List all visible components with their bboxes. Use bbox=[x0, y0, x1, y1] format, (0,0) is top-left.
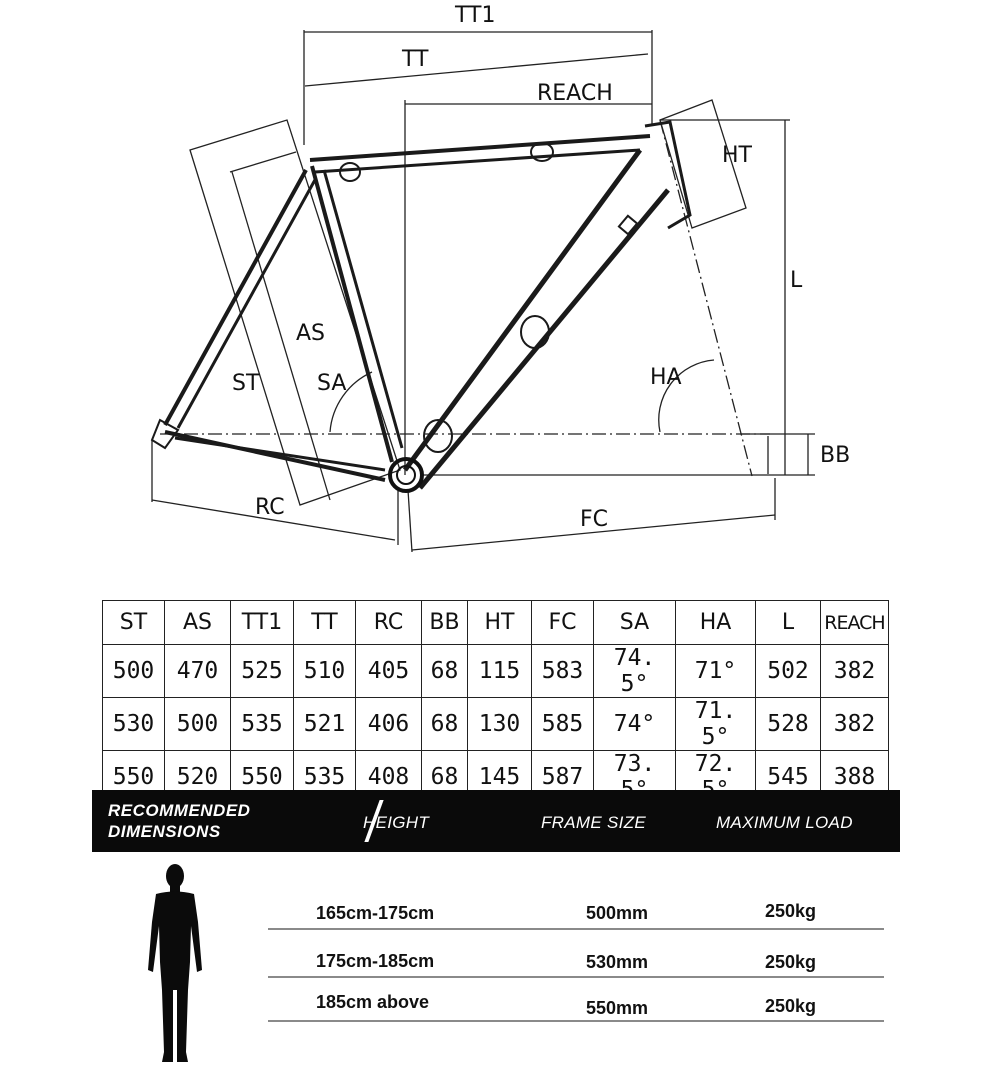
header-bb: BB bbox=[422, 601, 468, 645]
table-cell: 520 bbox=[165, 751, 231, 804]
table-cell: 510 bbox=[294, 645, 356, 698]
table-header-row bbox=[103, 601, 889, 645]
table-cell: 74. 5° bbox=[594, 645, 676, 698]
person-silhouette-icon bbox=[140, 862, 210, 1067]
header-tt1: TT1 bbox=[231, 601, 294, 645]
rider-frame-size: 550mm bbox=[586, 998, 649, 1018]
table-cell: 502 bbox=[756, 645, 821, 698]
table-cell: 408 bbox=[356, 751, 422, 804]
table-cell: 145 bbox=[468, 751, 532, 804]
table-cell: 71. 5° bbox=[676, 698, 756, 751]
table-cell: 500 bbox=[103, 645, 165, 698]
label-rc: RC bbox=[255, 495, 285, 520]
rider-max-load: 250kg bbox=[765, 996, 817, 1016]
table-cell: 74° bbox=[594, 698, 676, 751]
table-cell: 382 bbox=[821, 698, 889, 751]
rider-max-load: 250kg bbox=[765, 901, 817, 921]
header-ha: HA bbox=[676, 601, 756, 645]
recommended-title-line2: DIMENSIONS bbox=[108, 822, 221, 841]
label-st: ST bbox=[232, 371, 260, 396]
label-bb: BB bbox=[820, 443, 851, 468]
table-cell: 68 bbox=[422, 645, 468, 698]
header-ht: HT bbox=[468, 601, 532, 645]
table-cell: 388 bbox=[821, 751, 889, 804]
rider-row bbox=[268, 882, 884, 930]
table-cell: 72. bbox=[676, 751, 756, 804]
table-cell: 405 bbox=[356, 645, 422, 698]
label-ha: HA bbox=[650, 365, 682, 390]
table-cell: 130 bbox=[468, 698, 532, 751]
table-cell: 528 bbox=[756, 698, 821, 751]
recommended-dimensions-bar bbox=[92, 790, 900, 852]
rider-height: 185cm above bbox=[316, 992, 430, 1012]
recommended-title bbox=[108, 800, 250, 842]
table-cell: 530 bbox=[103, 698, 165, 751]
header-as: AS bbox=[165, 601, 231, 645]
table-cell: 535 bbox=[231, 698, 294, 751]
label-sa: SA bbox=[317, 371, 347, 396]
table-cell: 545 bbox=[756, 751, 821, 804]
label-fc: FC bbox=[580, 507, 609, 532]
label-l: L bbox=[790, 268, 803, 293]
rider-height: 165cm-175cm bbox=[316, 903, 435, 923]
header-reach: REACH bbox=[821, 601, 889, 645]
steering-axis bbox=[660, 120, 752, 476]
table-cell: 535 bbox=[294, 751, 356, 804]
table-cell: 406 bbox=[356, 698, 422, 751]
table-cell: 587 bbox=[532, 751, 594, 804]
rider-height: 175cm-185cm bbox=[316, 951, 435, 971]
rider-frame-size: 500mm bbox=[586, 903, 649, 923]
table-cell: 525 bbox=[231, 645, 294, 698]
header-sa: SA bbox=[594, 601, 676, 645]
column-frame-size-label: FRAME SIZE bbox=[541, 813, 647, 832]
column-max-load-label: MAXIMUM LOAD bbox=[716, 813, 853, 832]
table-cell: 470 bbox=[165, 645, 231, 698]
table-cell: 115 bbox=[468, 645, 532, 698]
table-cell: 71° bbox=[676, 645, 756, 698]
rider-row bbox=[268, 930, 884, 978]
as-dimension bbox=[190, 120, 400, 505]
table-cell: 68 bbox=[422, 751, 468, 804]
bb-dimension bbox=[420, 434, 815, 475]
bike-frame bbox=[152, 122, 690, 488]
label-tt: TT bbox=[402, 47, 429, 72]
label-reach: REACH bbox=[537, 81, 613, 106]
table-cell: 550 bbox=[103, 751, 165, 804]
table-row bbox=[103, 698, 889, 751]
table-cell: 68 bbox=[422, 698, 468, 751]
table-cell: 583 bbox=[532, 645, 594, 698]
geometry-table bbox=[102, 600, 889, 804]
table-cell: 73. bbox=[594, 751, 676, 804]
table-cell: 500 bbox=[165, 698, 231, 751]
label-tt1: TT1 bbox=[455, 3, 496, 28]
recommended-title-line1: RECOMMENDED bbox=[108, 801, 251, 820]
table-row bbox=[103, 645, 889, 698]
rider-max-load: 250kg bbox=[765, 952, 817, 972]
header-st: ST bbox=[103, 601, 165, 645]
header-l: L bbox=[756, 601, 821, 645]
table-cell: 585 bbox=[532, 698, 594, 751]
label-ht: HT bbox=[722, 143, 752, 168]
header-tt: TT bbox=[294, 601, 356, 645]
table-cell: 382 bbox=[821, 645, 889, 698]
header-rc: RC bbox=[356, 601, 422, 645]
rider-row bbox=[268, 974, 884, 1022]
label-as: AS bbox=[296, 321, 326, 346]
table-cell: 550 bbox=[231, 751, 294, 804]
bottom-bracket bbox=[390, 459, 422, 491]
column-height-label: HEIGHT bbox=[363, 813, 430, 832]
table-cell: 521 bbox=[294, 698, 356, 751]
header-fc: FC bbox=[532, 601, 594, 645]
rider-frame-size: 530mm bbox=[586, 952, 649, 972]
